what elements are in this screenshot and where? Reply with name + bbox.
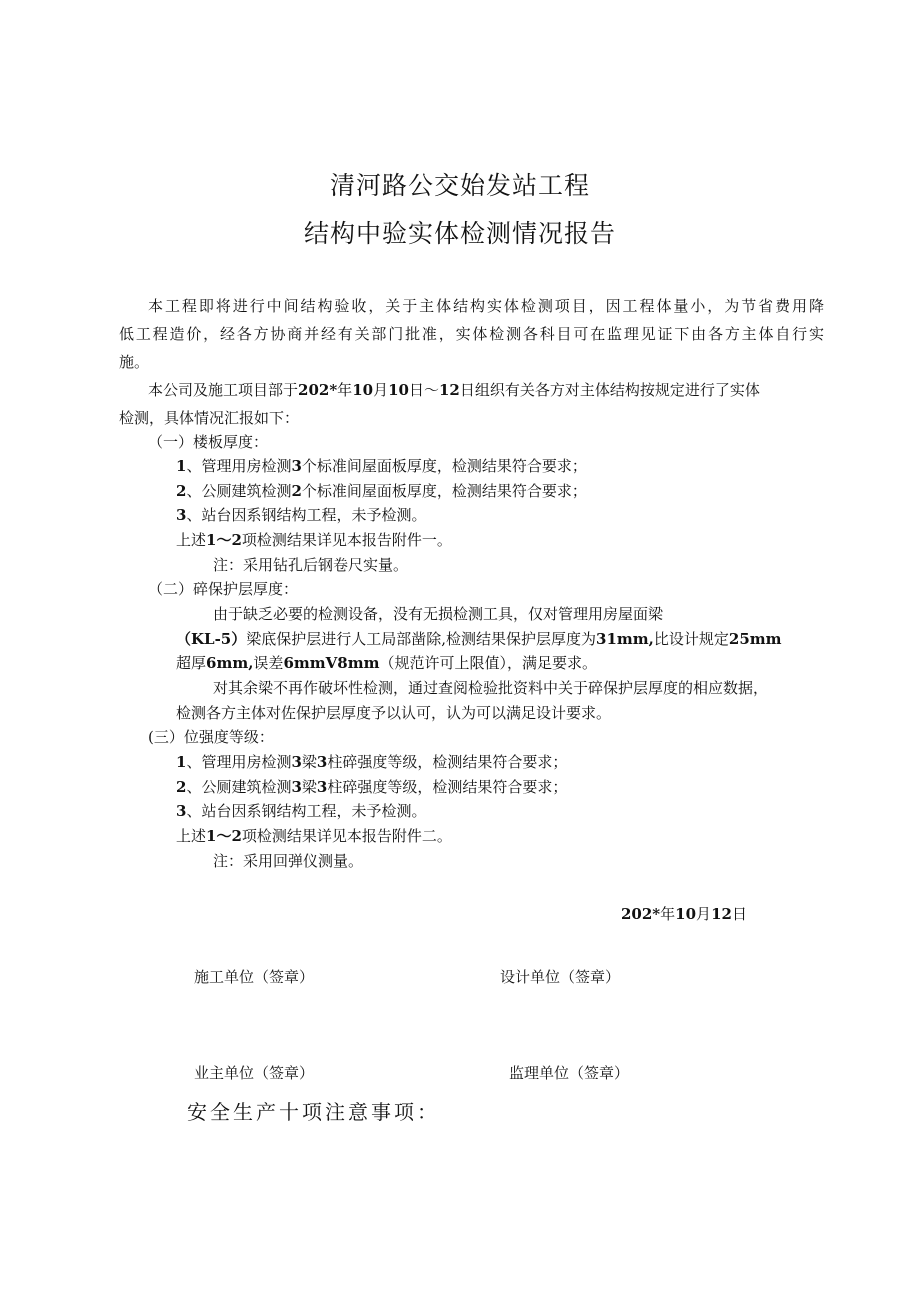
item-text: 个标准间屋面板厚度，检测结果符合要求； [301, 457, 587, 475]
item-number: 1 [176, 457, 187, 475]
section2-heading: （二）碎保护层厚度： [148, 580, 299, 598]
item-number: 3 [176, 506, 187, 524]
section2-text: 误差 [253, 654, 284, 672]
item-value: 3 [316, 753, 328, 771]
section2-text: 超厚 [176, 654, 207, 672]
measured-cover: 31mm, [596, 630, 654, 648]
intro-text: 日～ [408, 381, 439, 399]
summary-text: 上述 [176, 531, 207, 549]
section2-line5: 检测各方主体对佐保护层厚度予以认可，认为可以满足设计要求。 [176, 704, 612, 722]
section2-line2 [176, 629, 782, 649]
section3-heading: (三）位强度等级： [148, 728, 274, 746]
intro-p2-line2: 检测，具体情况汇报如下： [119, 409, 300, 427]
intro-year: 202* [298, 381, 338, 399]
item-value: 2 [291, 482, 302, 500]
intro-text: 本公司及施工项目部于 [148, 381, 299, 399]
signature-construction: 施工单位（签章） [194, 968, 315, 986]
signature-design: 设计单位（签章） [500, 968, 621, 986]
item-text: 、管理用房检测 [186, 457, 292, 475]
section1-item2 [176, 481, 587, 501]
item-value: 3 [291, 753, 302, 771]
tolerance: 6mmV8mm [283, 654, 380, 672]
item-text: 、站台因系钢结构工程，未予检测。 [186, 506, 427, 524]
section1-summary [176, 530, 452, 550]
item-text: 梁 [301, 753, 317, 771]
section1-item1 [176, 456, 587, 476]
item-value: 3 [291, 457, 302, 475]
item-text: 梁 [301, 778, 317, 796]
item-text: 、管理用房检测 [186, 753, 292, 771]
summary-text: 上述 [176, 827, 207, 845]
section3-item3 [176, 801, 426, 821]
intro-p1-line3: 施。 [119, 353, 150, 371]
design-cover: 25mm [728, 630, 782, 648]
item-number: 2 [176, 778, 187, 796]
intro-text: 月 [373, 381, 389, 399]
section3-item2 [176, 777, 567, 797]
summary-range: 1～2 [206, 531, 242, 549]
intro-text: 日组织有关各方对主体结构按规定进行了实体 [459, 381, 760, 399]
date-unit: 月 [696, 905, 712, 923]
item-number: 3 [176, 802, 187, 820]
section2-text: （规范许可上限值），满足要求。 [379, 654, 597, 672]
date-day: 12 [711, 905, 732, 923]
item-text: 个标准间屋面板厚度，检测结果符合要求； [301, 482, 587, 500]
item-text: 、站台因系钢结构工程，未予检测。 [186, 802, 427, 820]
section1-item3 [176, 505, 426, 525]
date-unit: 日 [731, 905, 747, 923]
item-value: 3 [316, 778, 328, 796]
date-unit: 年 [660, 905, 676, 923]
signature-supervision: 监理单位（签章） [509, 1064, 630, 1082]
intro-p1-line1: 本工程即将进行中间结构验收，关于主体结构实体检测项目，因工程体量小，为节省费用降 [148, 297, 824, 315]
intro-day-end: 12 [438, 381, 460, 399]
intro-p1-line2: 低工程造价，经各方协商并经有关部门批准，实体检测各科目可在监理见证下由各方主体自行实 [119, 325, 824, 343]
report-title: 结构中验实体检测情况报告 [303, 219, 616, 248]
item-text: 柱碎强度等级，检测结果符合要求； [327, 778, 568, 796]
section2-line3 [176, 653, 597, 673]
section2-line1: 由于缺乏必要的检测设备，没有无损检测工具，仅对管理用房屋面梁 [213, 605, 664, 623]
summary-range: 1～2 [206, 827, 242, 845]
item-number: 2 [176, 482, 187, 500]
item-text: 柱碎强度等级，检测结果符合要求； [327, 753, 568, 771]
project-title: 清河路公交始发站工程 [329, 171, 590, 200]
item-text: 、公厕建筑检测 [186, 778, 292, 796]
section3-summary [176, 826, 452, 846]
date-month: 10 [675, 905, 697, 923]
item-number: 1 [176, 753, 187, 771]
intro-month: 10 [352, 381, 374, 399]
date-year: 202* [621, 905, 661, 923]
summary-text: 项检测结果详见本报告附件一。 [241, 531, 452, 549]
section1-note: 注：采用钻孔后钢卷尺实量。 [213, 556, 409, 574]
section3-item1 [176, 752, 567, 772]
section1-heading: （一）楼板厚度： [148, 433, 269, 451]
section2-text: 梁底保护层进行人工局部凿除,检测结果保护层厚度为 [246, 630, 597, 648]
section2-text: 比设计规定 [653, 630, 729, 648]
intro-day-start: 10 [388, 381, 409, 399]
summary-text: 项检测结果详见本报告附件二。 [241, 827, 452, 845]
report-date [621, 903, 747, 924]
excess-thickness: 6mm, [206, 654, 254, 672]
section2-line4: 对其余梁不再作破坏性检测，通过查阅检验批资料中关于碎保护层厚度的相应数据， [213, 679, 769, 697]
item-text: 、公厕建筑检测 [186, 482, 292, 500]
signature-owner: 业主单位（签章） [194, 1064, 315, 1082]
intro-p2-line1 [148, 380, 760, 400]
safety-heading: 安全生产十项注意事项： [187, 1100, 440, 1124]
intro-text: 年 [337, 381, 353, 399]
beam-id: （KL-5） [176, 630, 247, 648]
item-value: 3 [291, 778, 302, 796]
section3-note: 注：采用回弹仪测量。 [213, 852, 364, 870]
